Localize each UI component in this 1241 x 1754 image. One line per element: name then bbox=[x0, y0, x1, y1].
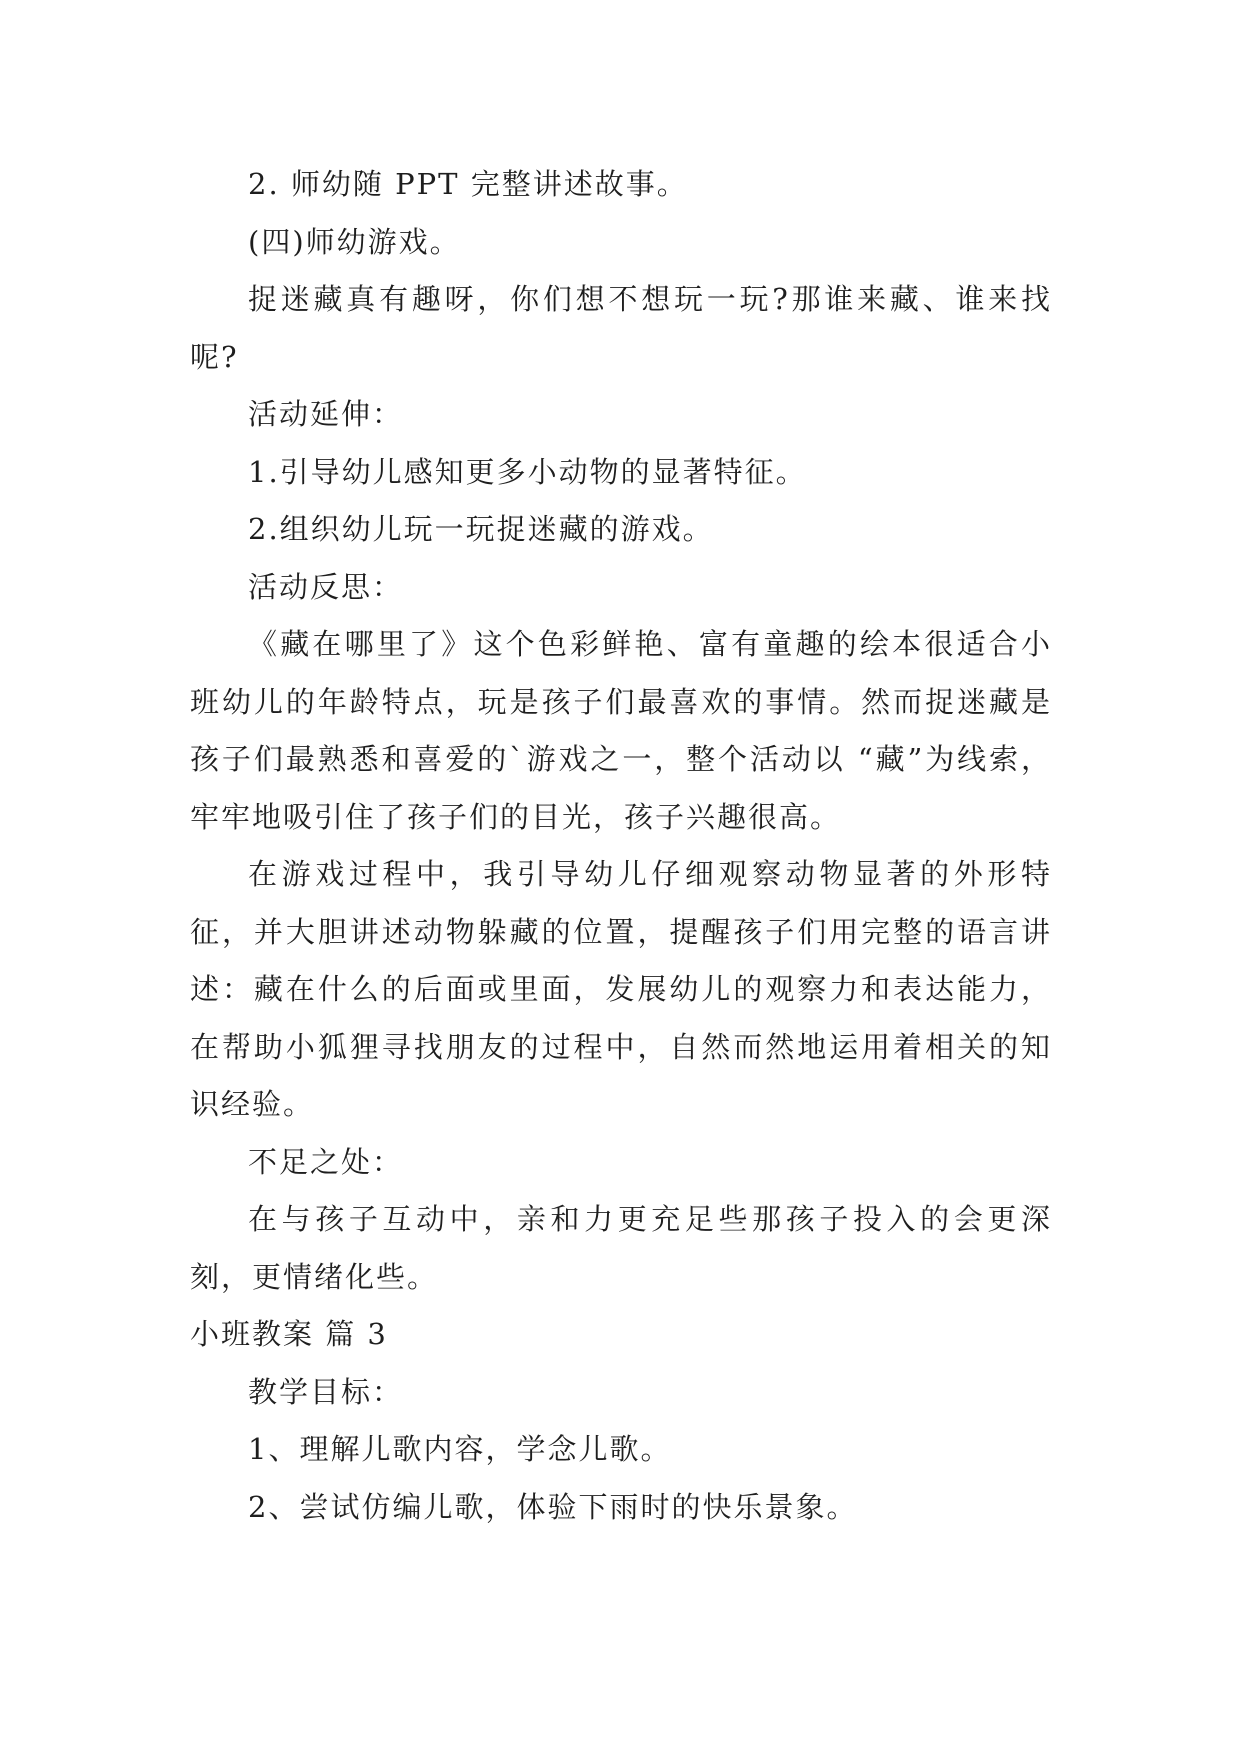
paragraph-shortcoming-heading: 不足之处： bbox=[248, 1144, 404, 1179]
paragraph-game-question: 捉迷藏真有趣呀，你们想不想玩一玩?那谁来藏、谁来找呢? bbox=[190, 282, 1052, 374]
paragraph-extension-item-2: 2.组织幼儿玩一玩捉迷藏的游戏。 bbox=[248, 512, 714, 546]
paragraph-extension-item-1: 1.引导幼儿感知更多小动物的显著特征。 bbox=[248, 454, 807, 489]
paragraph-reflection-heading: 活动反思： bbox=[248, 569, 404, 604]
paragraph-reflection-2: 在游戏过程中，我引导幼儿仔细观察动物显著的外形特征，并大胆讲述动物躲藏的位置，提醒孩子们用完整的语言讲述：藏在什么的后面或里面，发展幼儿的观察力和表达能力，在帮助小狐狸寻找朋友的过程中，自然而然地运用着相关的知识经验。 bbox=[190, 857, 1052, 1121]
paragraph-section-4-heading: (四)师幼游戏。 bbox=[248, 224, 461, 259]
paragraph-shortcoming: 在与孩子互动中，亲和力更充足些那孩子投入的会更深刻，更情绪化些。 bbox=[190, 1202, 1052, 1294]
paragraph-reflection-1: 《藏在哪里了》这个色彩鲜艳、富有童趣的绘本很适合小班幼儿的年龄特点，玩是孩子们最喜欢的事情。然而捉迷藏是孩子们最熟悉和喜爱的`游戏之一，整个活动以 “藏”为线索，牢牢地吸引住了孩子们的目光，孩子兴趣很高。 bbox=[190, 627, 1052, 834]
paragraph-extension-heading: 活动延伸： bbox=[248, 397, 404, 431]
paragraph-goal-1: 1、理解儿歌内容，学念儿歌。 bbox=[248, 1432, 672, 1466]
paragraph-goals-heading: 教学目标： bbox=[248, 1374, 404, 1409]
lesson-3-title: 小班教案 篇 3 bbox=[190, 1317, 388, 1351]
paragraph-step-2-retell: 2. 师幼随 PPT 完整讲述故事。 bbox=[248, 167, 688, 201]
paragraph-goal-2: 2、尝试仿编儿歌，体验下雨时的快乐景象。 bbox=[248, 1489, 858, 1524]
document-body bbox=[190, 156, 1052, 1536]
